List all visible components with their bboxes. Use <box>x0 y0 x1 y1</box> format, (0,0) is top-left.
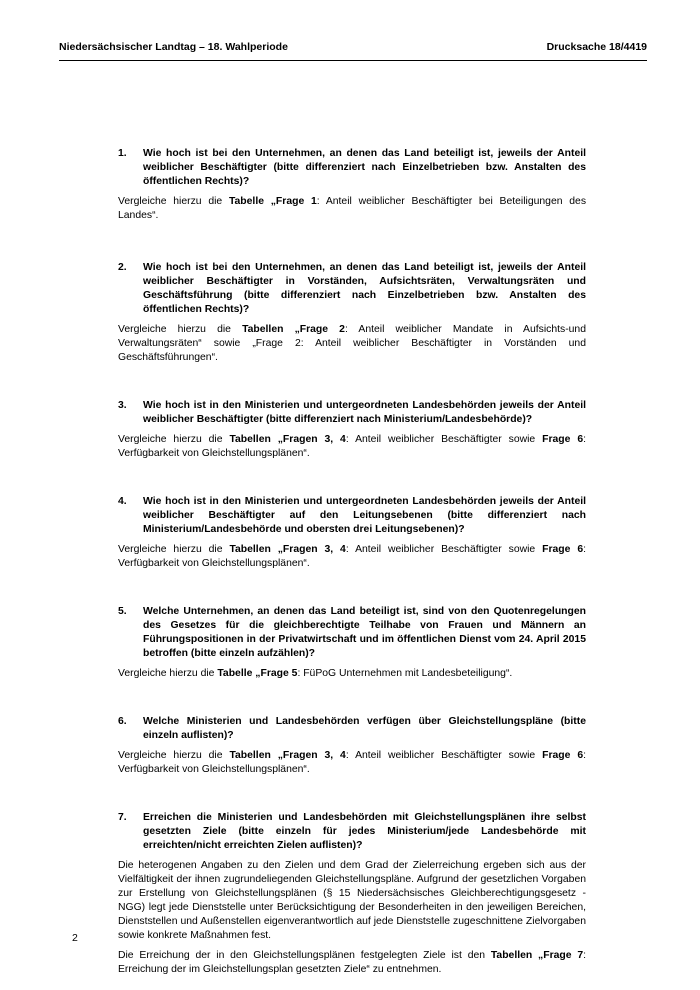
question-text: Erreichen die Ministerien und Landesbehörden mit Gleichstellungsplänen ihre selbst gesetzten Ziele (bitte einzeln für jedes Ministerium/jede Landesbehörde mit erreichten/nicht erreichten Zielen auflisten)? <box>143 812 586 851</box>
question-block-1 <box>118 147 586 223</box>
question-text: Wie hoch ist in den Ministerien und untergeordneten Landesbehörden jeweils der Anteil weiblicher Beschäftigter (bitte differenziert nach Ministerium/Landesbehörde)? <box>143 400 586 425</box>
table-reference: Frage 6 <box>542 544 584 555</box>
answer-1 <box>118 195 586 223</box>
answer-4 <box>118 543 586 571</box>
answer-text: : Verfügbarkeit von Gleichstellungsplänen“. <box>118 434 587 459</box>
header-title: Niedersächsischer Landtag – 18. Wahlperiode <box>59 41 288 53</box>
document-body <box>118 147 586 977</box>
table-reference: Tabellen „Frage 2 <box>242 324 345 335</box>
question-number: 2. <box>118 262 127 273</box>
answer-text: : Anteil weiblicher Mandate in Aufsichts-und Verwaltungsräten“ sowie „Frage 2: Anteil weiblicher Beschäftigter in Vorständen und Geschäftsführungen“. <box>118 324 586 363</box>
question-6 <box>118 715 586 743</box>
table-reference: Tabelle „Frage 5 <box>217 668 298 679</box>
answer-text: Vergleiche hierzu die <box>118 324 243 335</box>
answer-7-paragraph: Die heterogenen Angaben zu den Zielen und dem Grad der Zielerreichung ergeben sich aus der Vielfältigkeit der ihnen zugrundeliegenden Gleichstellungspläne. Aufgrund der gesetzlichen Vorgaben zur Erstellung von Gleichstellungsplänen (§ 15 Niedersächsisches Gleichberechtigungsgesetz - NGG) legt jede Dienststelle unter Berücksichtigung der Besonderheiten in den jeweiligen Bereichen, Dienststellen und Außenstellen eigenverantwortlich auf jede Dienststelle zugeschnittene Zielvorgaben sowie konkrete Maßnahmen fest. <box>118 860 586 941</box>
answer-text: Die Erreichung der in den Gleichstellungsplänen festgelegten Ziele ist den <box>118 950 491 961</box>
page-number: 2 <box>72 932 78 944</box>
question-text: Wie hoch ist bei den Unternehmen, an denen das Land beteiligt ist, jeweils der Anteil weiblicher Beschäftigter (bitte differenziert nach Einzelbetrieben bzw. Anstalten des öffentlichen Rechts)? <box>143 148 586 187</box>
question-number: 3. <box>118 400 127 411</box>
answer-text: : Verfügbarkeit von Gleichstellungsplänen“. <box>118 750 587 775</box>
question-text: Welche Ministerien und Landesbehörden verfügen über Gleichstellungspläne (bitte einzeln auflisten)? <box>143 716 586 741</box>
question-text: Wie hoch ist in den Ministerien und untergeordneten Landesbehörden jeweils der Anteil weiblicher Beschäftigter auf den Leitungsebenen (bitte differenziert nach Ministerium/Landesbehörde und obersten drei Leitungsebenen)? <box>143 496 586 535</box>
table-reference: Tabelle „Frage 1 <box>228 196 317 207</box>
answer-text: Vergleiche hierzu die <box>118 544 230 555</box>
page-header <box>59 41 647 61</box>
table-reference: Tabellen „Fragen 3, 4 <box>229 750 346 761</box>
question-number: 7. <box>118 812 127 823</box>
question-text: Welche Unternehmen, an denen das Land beteiligt ist, sind von den Quotenregelungen des Gesetzes für die gleichberechtigte Teilhabe von Frauen und Männern an Führungspositionen in der Privatwirtschaft und im öffentlichen Dienst vom 24. April 2015 betroffen (bitte einzeln aufzählen)? <box>143 606 586 659</box>
question-3 <box>118 399 586 427</box>
table-reference: Tabellen „Fragen 3, 4 <box>229 544 346 555</box>
answer-text: : Anteil weiblicher Beschäftigter sowie <box>345 750 543 761</box>
answer-6 <box>118 749 586 777</box>
answer-5 <box>118 667 586 681</box>
table-reference: Tabellen „Fragen 3, 4 <box>229 434 346 445</box>
question-4 <box>118 495 586 537</box>
answer-text: : Anteil weiblicher Beschäftigter sowie <box>345 434 543 445</box>
answer-text: : Erreichung der im Gleichstellungsplan gesetzten Ziele“ zu entnehmen. <box>118 950 586 975</box>
question-7 <box>118 811 586 853</box>
question-block-2 <box>118 261 586 365</box>
answer-text: Vergleiche hierzu die <box>118 434 230 445</box>
answer-text: : Anteil weiblicher Beschäftigter bei Beteiligungen des Landes“. <box>118 196 587 221</box>
question-text: Wie hoch ist bei den Unternehmen, an denen das Land beteiligt ist, jeweils der Anteil weiblicher Beschäftigter in Vorständen, Aufsichtsräten, Verwaltungsräten und Geschäftsführung (bitte differenziert nach Einzelbetrieben bzw. Anstalten des öffentlichen Rechts)? <box>143 262 586 315</box>
question-2 <box>118 261 586 317</box>
question-number: 4. <box>118 496 127 507</box>
document-number: Drucksache 18/4419 <box>546 41 647 53</box>
answer-2 <box>118 323 586 365</box>
question-number: 6. <box>118 716 127 727</box>
question-block-3 <box>118 399 586 461</box>
question-number: 5. <box>118 606 127 617</box>
question-block-5 <box>118 605 586 681</box>
answer-3 <box>118 433 586 461</box>
answer-text: : FüPoG Unternehmen mit Landesbeteiligung“. <box>297 668 513 679</box>
answer-text: Vergleiche hierzu die <box>118 196 229 207</box>
table-reference: Tabellen „Frage 7 <box>490 950 584 961</box>
question-block-6 <box>118 715 586 777</box>
answer-text: : Verfügbarkeit von Gleichstellungsplänen“. <box>118 544 587 569</box>
question-5 <box>118 605 586 661</box>
table-reference: Frage 6 <box>542 750 584 761</box>
question-number: 1. <box>118 148 127 159</box>
answer-7 <box>118 949 586 977</box>
question-block-7 <box>118 811 586 977</box>
answer-text: : Anteil weiblicher Beschäftigter sowie <box>345 544 543 555</box>
table-reference: Frage 6 <box>542 434 584 445</box>
question-block-4 <box>118 495 586 571</box>
answer-text: Vergleiche hierzu die <box>118 750 230 761</box>
question-1 <box>118 147 586 189</box>
answer-text: Vergleiche hierzu die <box>118 668 218 679</box>
